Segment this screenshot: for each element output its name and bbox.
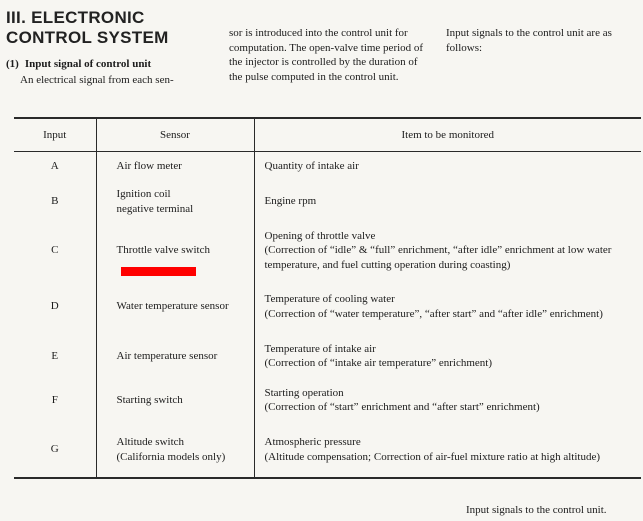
header-sensor: Sensor: [96, 118, 254, 151]
table-row: [14, 378, 641, 422]
right-column-text: Input signals to the control unit are as follows:: [446, 27, 612, 54]
cell-input: A: [14, 151, 96, 181]
cell-sensor: Starting switch: [96, 378, 254, 422]
section-heading-line2: CONTROL SYSTEM: [6, 28, 169, 47]
cell-sensor: Water temperature sensor: [96, 279, 254, 334]
cell-sensor: Throttle valve switch: [96, 222, 254, 279]
table-caption: Input signals to the control unit.: [466, 504, 607, 516]
cell-item: Temperature of cooling water (Correction of “water temperature”, “after start” and “after idle” enrichment): [264, 293, 603, 320]
section-heading-line1: III. ELECTRONIC: [6, 8, 145, 27]
cell-item: Temperature of intake air (Correction of “intake air temperature” enrichment): [264, 342, 493, 369]
subsection-number: (1): [6, 58, 19, 70]
red-highlight-mark: [121, 267, 196, 276]
table-row: [14, 222, 641, 279]
left-column: [6, 8, 216, 87]
cell-input: G: [14, 422, 96, 478]
table-row: [14, 279, 641, 334]
left-column-text: An electrical signal from each sen-: [20, 74, 174, 86]
cell-sensor: Air flow meter: [96, 151, 254, 181]
header-item: Item to be monitored: [254, 118, 641, 151]
table-row: [14, 181, 641, 222]
cell-sensor: Ignition coil negative terminal: [96, 181, 254, 222]
subsection-title: [6, 57, 216, 71]
input-signals-table: [14, 117, 641, 479]
cell-item: Starting operation (Correction of “start” enrichment and “after start” enrichment): [264, 386, 540, 413]
cell-item: Atmospheric pressure (Altitude compensation; Correction of air-fuel mixture ratio at high altitude): [254, 422, 641, 478]
cell-sensor: Air temperature sensor: [96, 334, 254, 378]
cell-sensor: Altitude switch (California models only): [96, 422, 254, 478]
cell-input: E: [14, 334, 96, 378]
table-row: [14, 334, 641, 378]
table-header-row: [14, 118, 641, 151]
cell-input: B: [14, 181, 96, 222]
table-row: [14, 151, 641, 181]
table-row: [14, 422, 641, 478]
cell-input: C: [14, 222, 96, 279]
header-input: Input: [14, 118, 96, 151]
cell-item: Opening of throttle valve (Correction of “idle” & “full” enrichment, “after idle” enrichment at low water temperature, and fuel cutting operation during coasting): [264, 229, 612, 271]
cell-item: Quantity of intake air: [264, 160, 359, 172]
middle-column-text: sor is introduced into the control unit for computation. The open-valve time period of the injector is controlled by the duration of the pulse computed in the control unit.: [229, 27, 424, 83]
cell-input: F: [14, 378, 96, 422]
cell-item: Engine rpm: [264, 195, 317, 208]
section-heading: [6, 8, 216, 48]
subsection-title-text: Input signal of control unit: [24, 58, 152, 70]
cell-input: D: [14, 279, 96, 334]
